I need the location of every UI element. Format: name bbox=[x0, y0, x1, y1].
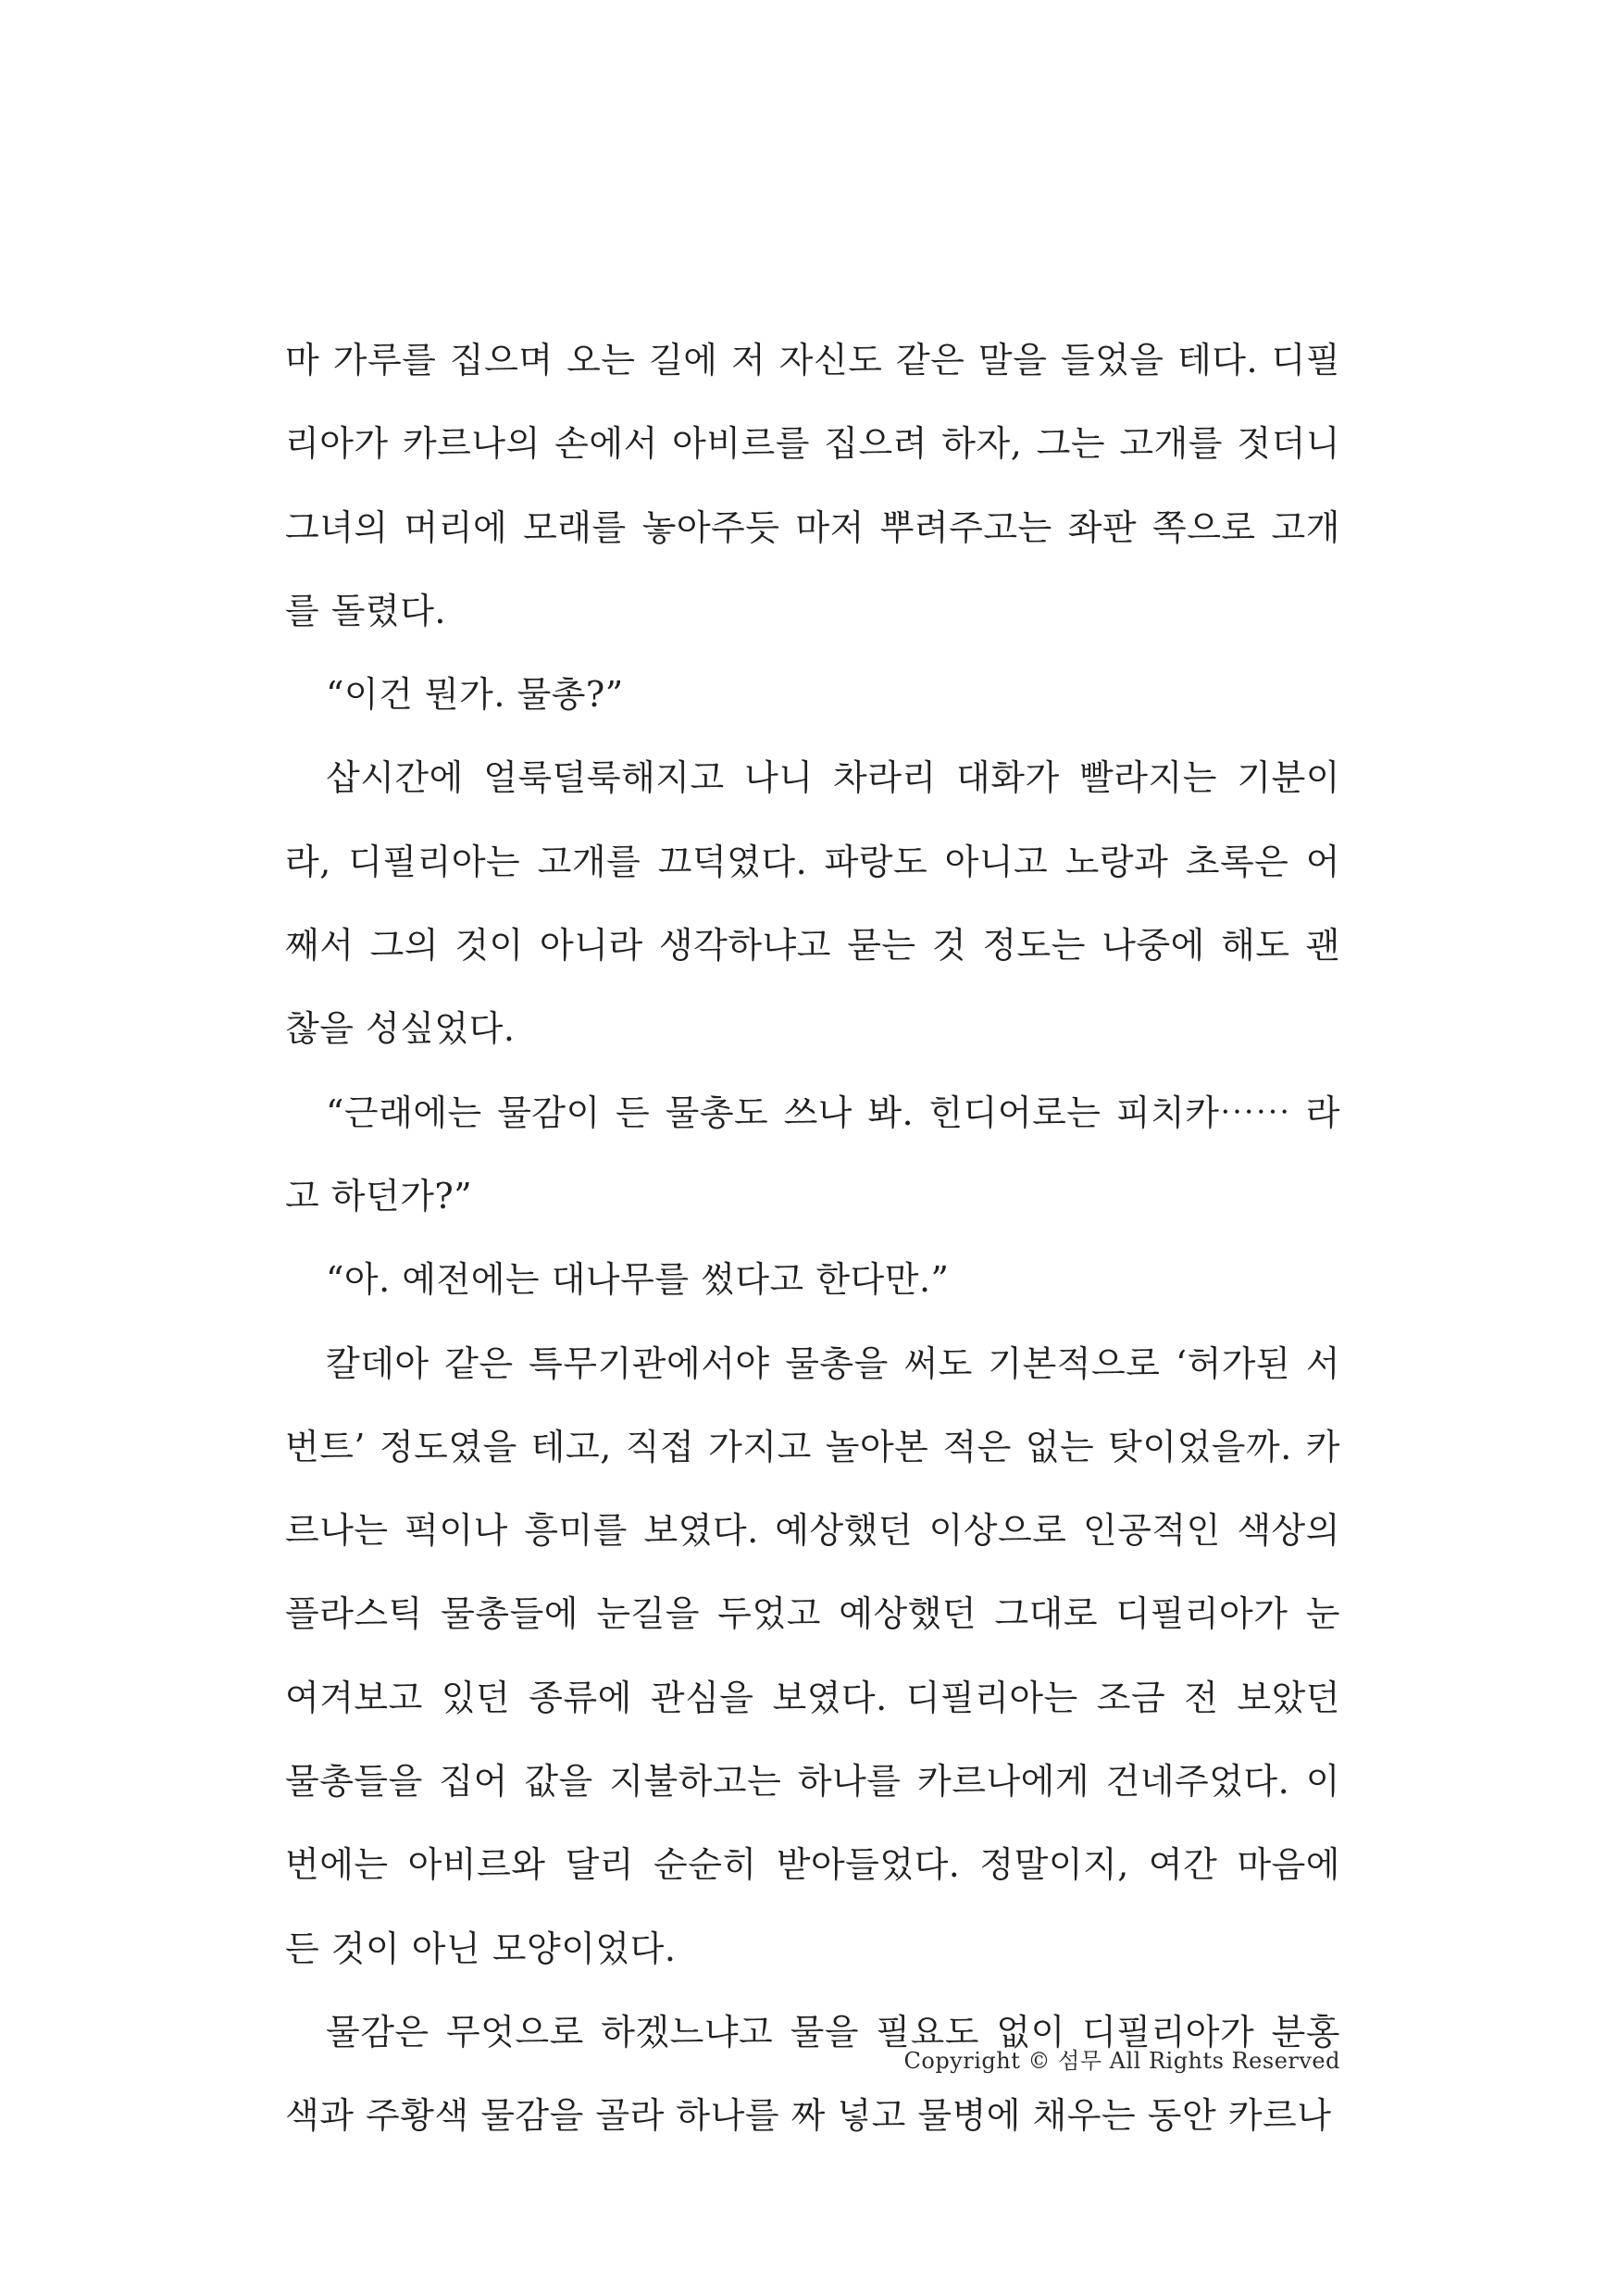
text-line bbox=[285, 1572, 1340, 1655]
text-line-content: 물총들을 집어 값을 지불하고는 하나를 카르나에게 건네주었다. 이 bbox=[285, 1761, 1340, 1803]
text-line bbox=[285, 1322, 1340, 1405]
text-line-content: 리아가 카르나의 손에서 아비르를 집으려 하자, 그는 고개를 젓더니 bbox=[285, 423, 1340, 465]
text-line-content: 째서 그의 것이 아니라 생각하냐고 묻는 것 정도는 나중에 해도 괜 bbox=[285, 925, 1341, 967]
copyright-footer: Copyright © 섬무 All Rights Reserved bbox=[903, 2048, 1340, 2074]
text-line bbox=[285, 904, 1340, 987]
text-line-content: 든 것이 아닌 모양이었다. bbox=[285, 1928, 677, 1969]
text-line bbox=[285, 736, 1340, 819]
text-line bbox=[285, 820, 1340, 904]
text-line-content: 마 가루를 집으며 오는 길에 저 자신도 같은 말을 들었을 테다. 디필 bbox=[285, 340, 1341, 381]
body-text bbox=[285, 318, 1340, 2158]
text-line bbox=[285, 1071, 1340, 1154]
text-line bbox=[285, 1823, 1340, 1906]
text-line-content: 삽시간에 얼룩덜룩해지고 나니 차라리 대화가 빨라지는 기분이 bbox=[326, 757, 1340, 799]
text-line-content: 칼데아 같은 특무기관에서야 물총을 써도 기본적으로 ‘허가된 서 bbox=[326, 1342, 1340, 1384]
text-line-content: 라, 디필리아는 고개를 끄덕였다. 파랑도 아니고 노랑과 초록은 어 bbox=[285, 841, 1341, 882]
text-line bbox=[285, 1656, 1340, 1740]
text-line bbox=[285, 2074, 1340, 2157]
text-line bbox=[285, 653, 1340, 736]
text-line-content: 플라스틱 물총들에 눈길을 두었고 예상했던 그대로 디필리아가 눈 bbox=[285, 1593, 1340, 1635]
text-line-content: 고 하던가?” bbox=[285, 1175, 473, 1217]
text-line-content: 를 돌렸다. bbox=[285, 590, 446, 631]
text-line-content: “근래에는 물감이 든 물총도 쓰나 봐. 힌디어로는 피치카⋯⋯ 라 bbox=[326, 1092, 1341, 1133]
text-line bbox=[285, 1154, 1340, 1238]
text-line-content: 물감은 무엇으로 하겠느냐고 물을 필요도 없이 디필리아가 분홍 bbox=[326, 2011, 1340, 2053]
text-line bbox=[285, 402, 1340, 485]
text-line-content: 그녀의 머리에 모래를 놓아주듯 마저 뿌려주고는 좌판 쪽으로 고개 bbox=[285, 506, 1340, 548]
text-line bbox=[285, 1740, 1340, 1823]
text-line bbox=[285, 569, 1340, 653]
text-line-content: 여겨보고 있던 종류에 관심을 보였다. 디필리아는 조금 전 보았던 bbox=[285, 1677, 1340, 1718]
text-line bbox=[285, 1489, 1340, 1572]
text-line bbox=[285, 1405, 1340, 1489]
text-line-content: 르나는 퍽이나 흥미를 보였다. 예상했던 이상으로 인공적인 색상의 bbox=[285, 1510, 1340, 1552]
text-line bbox=[285, 318, 1340, 402]
text-line-content: 찮을 성싶었다. bbox=[285, 1008, 516, 1050]
text-line-content: 번트’ 정도였을 테고, 직접 가지고 놀아본 적은 없는 탓이었을까. 카 bbox=[285, 1426, 1340, 1467]
text-line-content: 번에는 아비르와 달리 순순히 받아들었다. 정말이지, 여간 마음에 bbox=[285, 1844, 1340, 1886]
text-line bbox=[285, 1238, 1340, 1321]
text-line-content: “아. 예전에는 대나무를 썼다고 한다만.” bbox=[326, 1259, 950, 1301]
text-line bbox=[285, 1907, 1340, 1990]
text-line-content: “이건 뭔가. 물총?” bbox=[326, 674, 624, 716]
text-line bbox=[285, 486, 1340, 569]
text-line bbox=[285, 987, 1340, 1070]
text-line-content: 색과 주황색 물감을 골라 하나를 짜 넣고 물병에 채우는 동안 카르나 bbox=[285, 2095, 1332, 2137]
